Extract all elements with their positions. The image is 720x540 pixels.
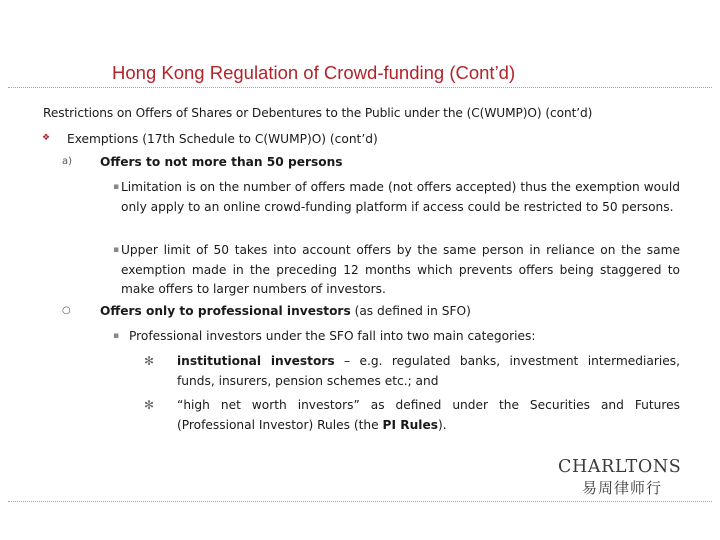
section-b-title: Offers only to professional investors (as defined in SFO) [100,304,471,318]
section-a-title: Offers to not more than 50 persons [100,155,343,169]
bullet-text: Professional investors under the SFO fall into two main categories: [129,329,536,343]
asterisk-bullet-icon: ✻ [144,354,155,368]
top-divider [8,87,712,88]
level1-text: Exemptions (17th Schedule to C(WUMP)O) (cont’d) [67,132,378,146]
asterisk-bullet-icon: ✻ [144,398,155,412]
category-text: institutional investors – e.g. regulated banks, investment intermediaries, funds, insurers, pension schemes etc.; and [177,354,680,388]
logo-english: CHARLTONS [558,457,682,477]
square-bullet-icon: ▪ [113,331,120,341]
bullet-text: Upper limit of 50 takes into account offers by the same person in reliance on the same exemption made in the preceding 12 months which prevents offers being staggered to make offers to larger numbers of investors. [121,243,680,296]
category-text: “high net worth investors” as defined under the Securities and Futures (Professional Investor) Rules (the PI Rules). [177,398,680,432]
charltons-logo [558,457,683,497]
square-bullet-icon: ▪ [113,182,120,192]
slide-title: Hong Kong Regulation of Crowd-funding (Cont’d) [112,62,516,83]
circle-marker-icon: ○ [62,305,71,316]
square-bullet-icon: ▪ [113,245,120,255]
section-a-marker: a) [62,156,73,167]
logo-chinese: 易周律师行 [582,479,663,497]
section-heading: Restrictions on Offers of Shares or Debentures to the Public under the (C(WUMP)O) (cont’d) [43,106,593,120]
bottom-divider [8,501,712,502]
fleuron-bullet-icon: ❖ [42,133,51,143]
bullet-text: Limitation is on the number of offers made (not offers accepted) thus the exemption would only apply to an online crowd-funding platform if access could be restricted to 50 persons. [121,180,680,214]
